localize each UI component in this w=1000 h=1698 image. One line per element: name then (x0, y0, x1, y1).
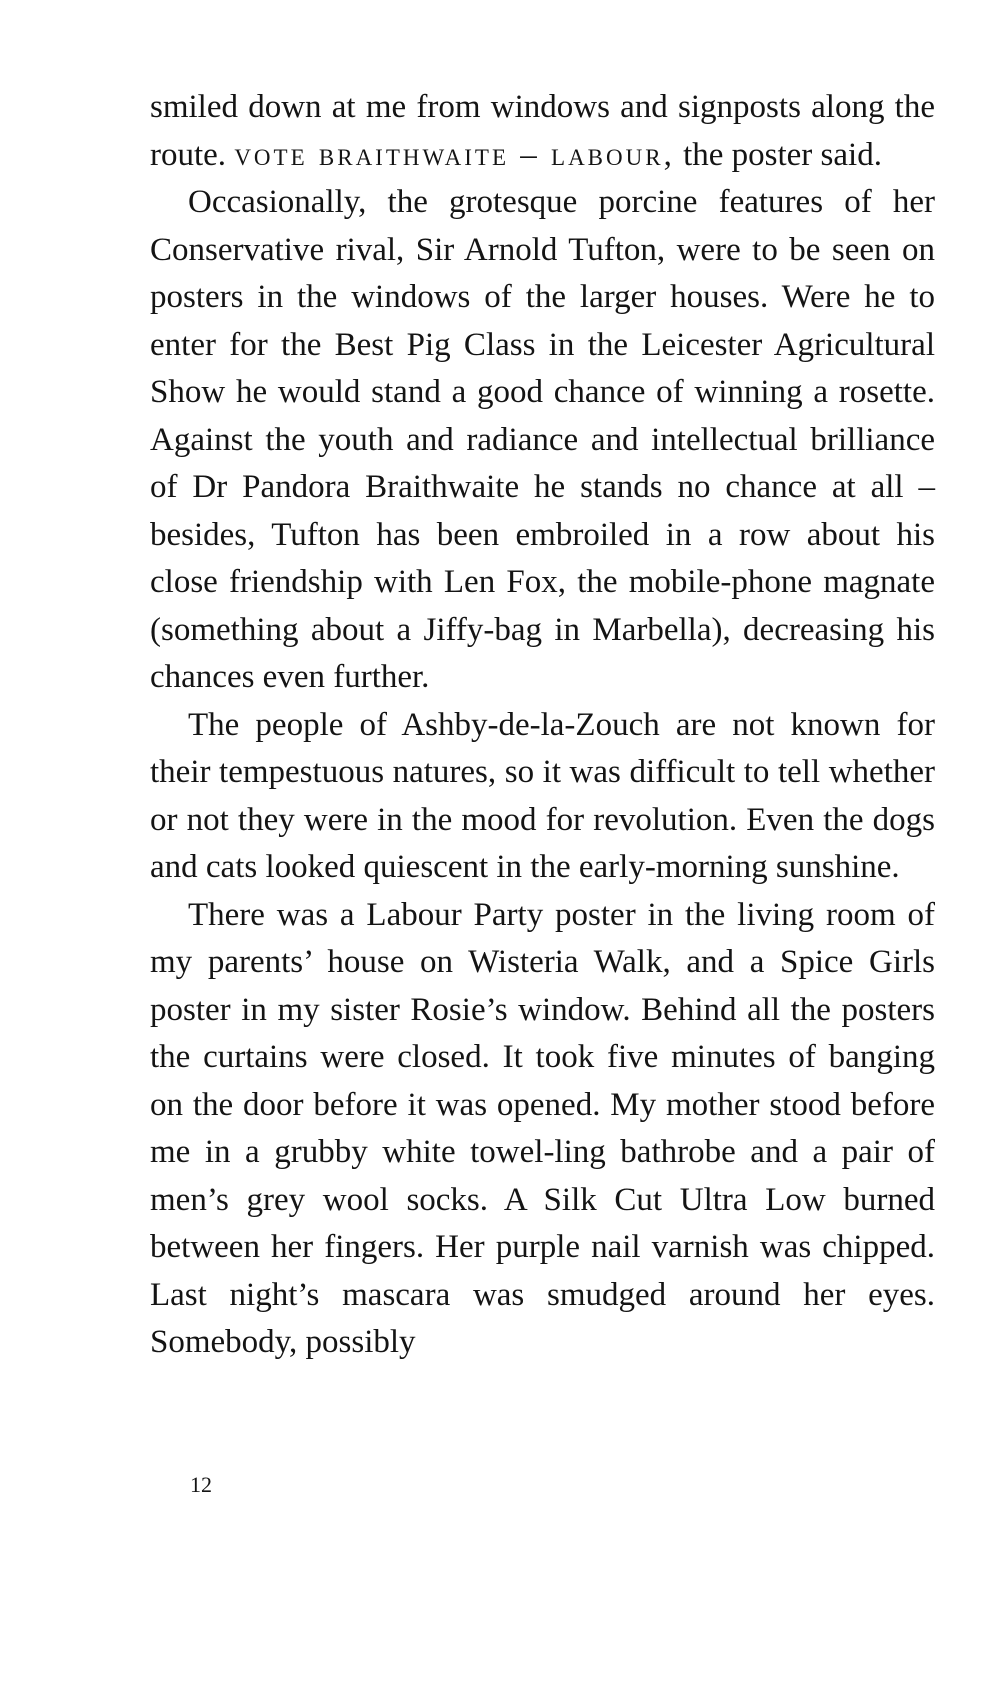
poster-slogan: vote braithwaite – labour, (234, 136, 675, 173)
paragraph-wisteria-walk: There was a Labour Party poster in the living room of my parents’ house on Wisteria Walk, and a Spice Girls poster in my sister Rosie’s window. Behind all the posters the curtains were closed. It took five minutes of banging on the door before it was opened. My mother stood before me in a grubby white towel-ling bathrobe and a pair of men’s grey wool socks. A Silk Cut Ultra Low burned between her fingers. Her purple nail varnish was chipped. Last night’s mascara was smudged around her eyes. Somebody, possibly (150, 896, 935, 1360)
paragraph-ashby: The people of Ashby-de-la-Zouch are not known for their tempestuous natures, so it was difficult to tell whether or not they were in the mood for revolution. Even the dogs and cats looked quiescent in the early-morning sunshine. (150, 706, 935, 885)
paragraph-1-before: smiled down at me from windows and signposts along the route. (150, 89, 935, 173)
paragraph-continuation (150, 84, 935, 179)
paragraph-1-after: the poster said. (683, 136, 882, 173)
body-text (150, 84, 935, 1367)
paragraph-tufton: Occasionally, the grotesque porcine features of her Conservative rival, Sir Arnold Tufton, were to be seen on posters in the windows of the larger houses. Were he to enter for the Best Pig Class in the Leicester Agricultural Show he would stand a good chance of winning a rosette. Against the youth and radiance and intellectual brilliance of Dr Pandora Braithwaite he stands no chance at all – besides, Tufton has been embroiled in a row about his close friendship with Len Fox, the mobile-phone magnate (something about a Jiffy-bag in Marbella), decreasing his chances even further. (150, 184, 935, 695)
page-number: 12 (190, 1472, 212, 1497)
